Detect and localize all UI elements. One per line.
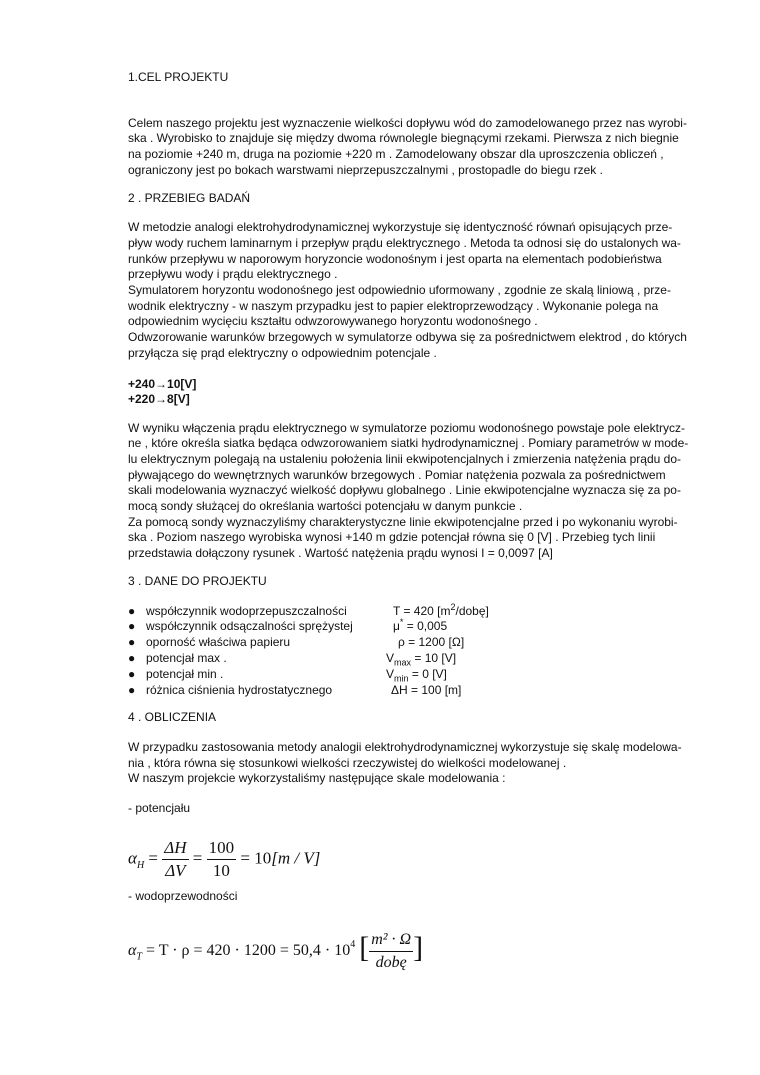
text-line: W wyniku włączenia prądu elektrycznego w symulatorze poziomu wodonośnego powstaje pole elektrycz- [128, 420, 685, 435]
param-value: μ* = 0,005 [393, 617, 448, 634]
bullet-icon: ● [128, 619, 136, 634]
bullet-icon: ● [128, 682, 136, 697]
bullet-icon: ● [128, 650, 136, 665]
section-3-heading: 3 . DANE DO PROJEKTU [128, 573, 267, 588]
text-line: W naszym projekcie wykorzystaliśmy następujące skale modelowania : [128, 771, 506, 786]
fraction-denominator: ΔV [165, 860, 186, 880]
text-line: odpowiednim wycięciu kształtu odwzorowywanego horyzontu wodonośnego . [128, 314, 538, 329]
text-line: przyłącza się prąd elektryczny o odpowiednim potencjale . [128, 345, 437, 360]
parameter-list [128, 601, 728, 699]
param-value: $V_{max} = 10$ [V] [386, 650, 457, 668]
fraction [207, 837, 237, 882]
fraction-denominator: 10 [212, 860, 230, 880]
param-value: ρ = 1200 [Ω] [398, 635, 465, 650]
text-line: lu elektrycznym polegają na ustaleniu położenia linii ekwipotencjalnych i zmierzenia natężenia prądu do- [128, 451, 681, 466]
fraction [162, 837, 188, 882]
list-item [128, 635, 728, 651]
formula-exponent: 4 [350, 938, 356, 950]
text-line: ska . Poziom naszego wyrobiska wynosi +140 m gdzie potencjał równa się 0 [V] . Przebieg tych linii [128, 530, 656, 545]
voltage-mapping-2: +220→8[V] [128, 391, 190, 406]
formula-expression: = T · ρ = 420 · 1200 = 50,4 · 10 [145, 941, 351, 959]
list-item [128, 683, 728, 699]
text-line: W przypadku zastosowania metody analogii elektrohydrodynamicznej wykorzystuje się skalę modelowa- [128, 740, 682, 755]
text-line: runków przepływu w naporowym horyzoncie wodonośnym i jest oparta na elementach podobieństwa [128, 251, 662, 266]
text-line: wodnik elektryczny - w naszym przypadku jest to papier elektroprzewodzący . Wykonanie polega na [128, 298, 659, 313]
param-value: ΔH = 100 [m] [391, 682, 462, 697]
section-1-heading: 1.CEL PROJEKTU [128, 70, 229, 84]
formula-symbol: α [128, 848, 137, 868]
section-2-paragraph-2 [128, 421, 728, 562]
param-label: różnica ciśnienia hydrostatycznego [146, 682, 333, 697]
fraction-numerator: ΔH [162, 837, 188, 860]
param-label: potencjał min . [146, 666, 224, 681]
text-line: pływ wody ruchem laminarnym i przepływ prądu elektrycznego . Metoda ta odnosi się do ustalonych wa- [128, 235, 681, 250]
formula-transmissivity-scale: $\alpha_T = T \cdot \rho = 420 \cdot 1200 = 50,4 \cdot 10^4$ [ $\frac{\text{m² · Ω}}{\text{dobę}}$ ] [128, 915, 728, 979]
text-line: pływającego do wewnętrznych warunków brzegowych . Pomiar natężenia pozwala za pośrednictwem [128, 467, 666, 482]
fraction-denominator: dobę [375, 953, 407, 971]
text-line: na poziomie +240 m, druga na poziomie +220 m . Zamodelowany obszar dla uproszczenia obliczeń , [128, 147, 664, 162]
section-2-heading: 2 . PRZEBIEG BADAŃ [128, 190, 251, 205]
formula-label-transmissivity: - wodoprzewodności [128, 888, 238, 903]
list-item [128, 601, 728, 620]
text-line: ne , które określa siatka będąca odwzorowaniem siatki hydrodynamicznej . Pomiary parametrów w mode- [128, 436, 689, 451]
text-line: Odwzorowanie warunków brzegowych w symulatorze odbywa się za pośrednictwem elektrod , do których [128, 330, 687, 345]
fraction [369, 929, 413, 974]
fraction-numerator: 100 [207, 837, 237, 860]
formula-unit: [m / V] [271, 848, 321, 868]
text-line: Za pomocą sondy wyznaczyliśmy charakterystyczne linie ekwipotencjalne przed i po wykonaniu wyrobi- [128, 514, 678, 529]
list-item [128, 667, 728, 683]
formula-potential-scale: $\alpha_H$ = $\frac{\Delta H}{\Delta V}$ = $\frac{100}{10}$ = 10[m / V] [128, 837, 321, 880]
formula-result: 10 [254, 848, 272, 868]
text-line: nia , która równa się stosunkowi wielkości rzeczywistej do wielkości modelowanej . [128, 755, 567, 770]
bullet-icon: ● [128, 666, 136, 681]
formula-label-potential: - potencjału [128, 801, 191, 816]
text-line: skali modelowania wyznaczyć wielkość dopływu globalnego . Linie ekwipotencjalne wyznacza się za po- [128, 483, 681, 498]
section-2-paragraph-1 [128, 220, 728, 361]
document-page [128, 70, 728, 979]
text-line: mocą sondy służącej do określania wartości potencjału w danym punkcie . [128, 499, 523, 514]
section-1-paragraph [128, 116, 728, 179]
text-line: przepływu wody i prądu elektrycznego . [128, 267, 338, 282]
list-item [128, 651, 728, 667]
formula-symbol: α [128, 941, 137, 959]
text-line: ska . Wyrobisko to znajduje się między dwoma równolegle biegnącymi rzekami. Pierwsza z nich biegnie [128, 131, 679, 146]
list-item [128, 619, 728, 635]
param-value: T = 420 $[m^2/dobę]$ [393, 601, 489, 618]
bullet-icon: ● [128, 635, 136, 650]
param-label: współczynnik odsączalności sprężystej [146, 619, 353, 634]
voltage-mapping-1: +240→10[V] [128, 376, 197, 391]
section-4-paragraph [128, 740, 728, 787]
param-label: współczynnik wodoprzepuszczalności [146, 603, 347, 618]
text-line: Celem naszego projektu jest wyznaczenie wielkości dopływu wód do zamodelowanego przez nas wyrobi- [128, 115, 687, 130]
text-line: ograniczony jest po bokach warstwami nieprzepuszczalnymi , prostopadle do biegu rzek . [128, 162, 603, 177]
param-value: $V_{min} = 0$ [V] [386, 666, 447, 684]
text-line: Symulatorem horyzontu wodonośnego jest odpowiednio uformowany , zgodnie ze skalą liniową , prze- [128, 283, 671, 298]
formula-subscript: H [136, 859, 145, 871]
fraction-numerator: m² · Ω [369, 929, 413, 952]
param-label: oporność właściwa papieru [146, 635, 291, 650]
formula-subscript: T [136, 950, 142, 962]
bullet-icon: ● [128, 603, 136, 618]
text-line: W metodzie analogi elektrohydrodynamicznej wykorzystuje się identyczność równań opisujących prze- [128, 220, 673, 235]
section-4-heading: 4 . OBLICZENIA [128, 710, 217, 725]
text-line: przedstawia dołączony rysunek . Wartość natężenia prądu wynosi I = 0,0097 [A] [128, 546, 553, 561]
param-label: potencjał max . [146, 650, 227, 665]
